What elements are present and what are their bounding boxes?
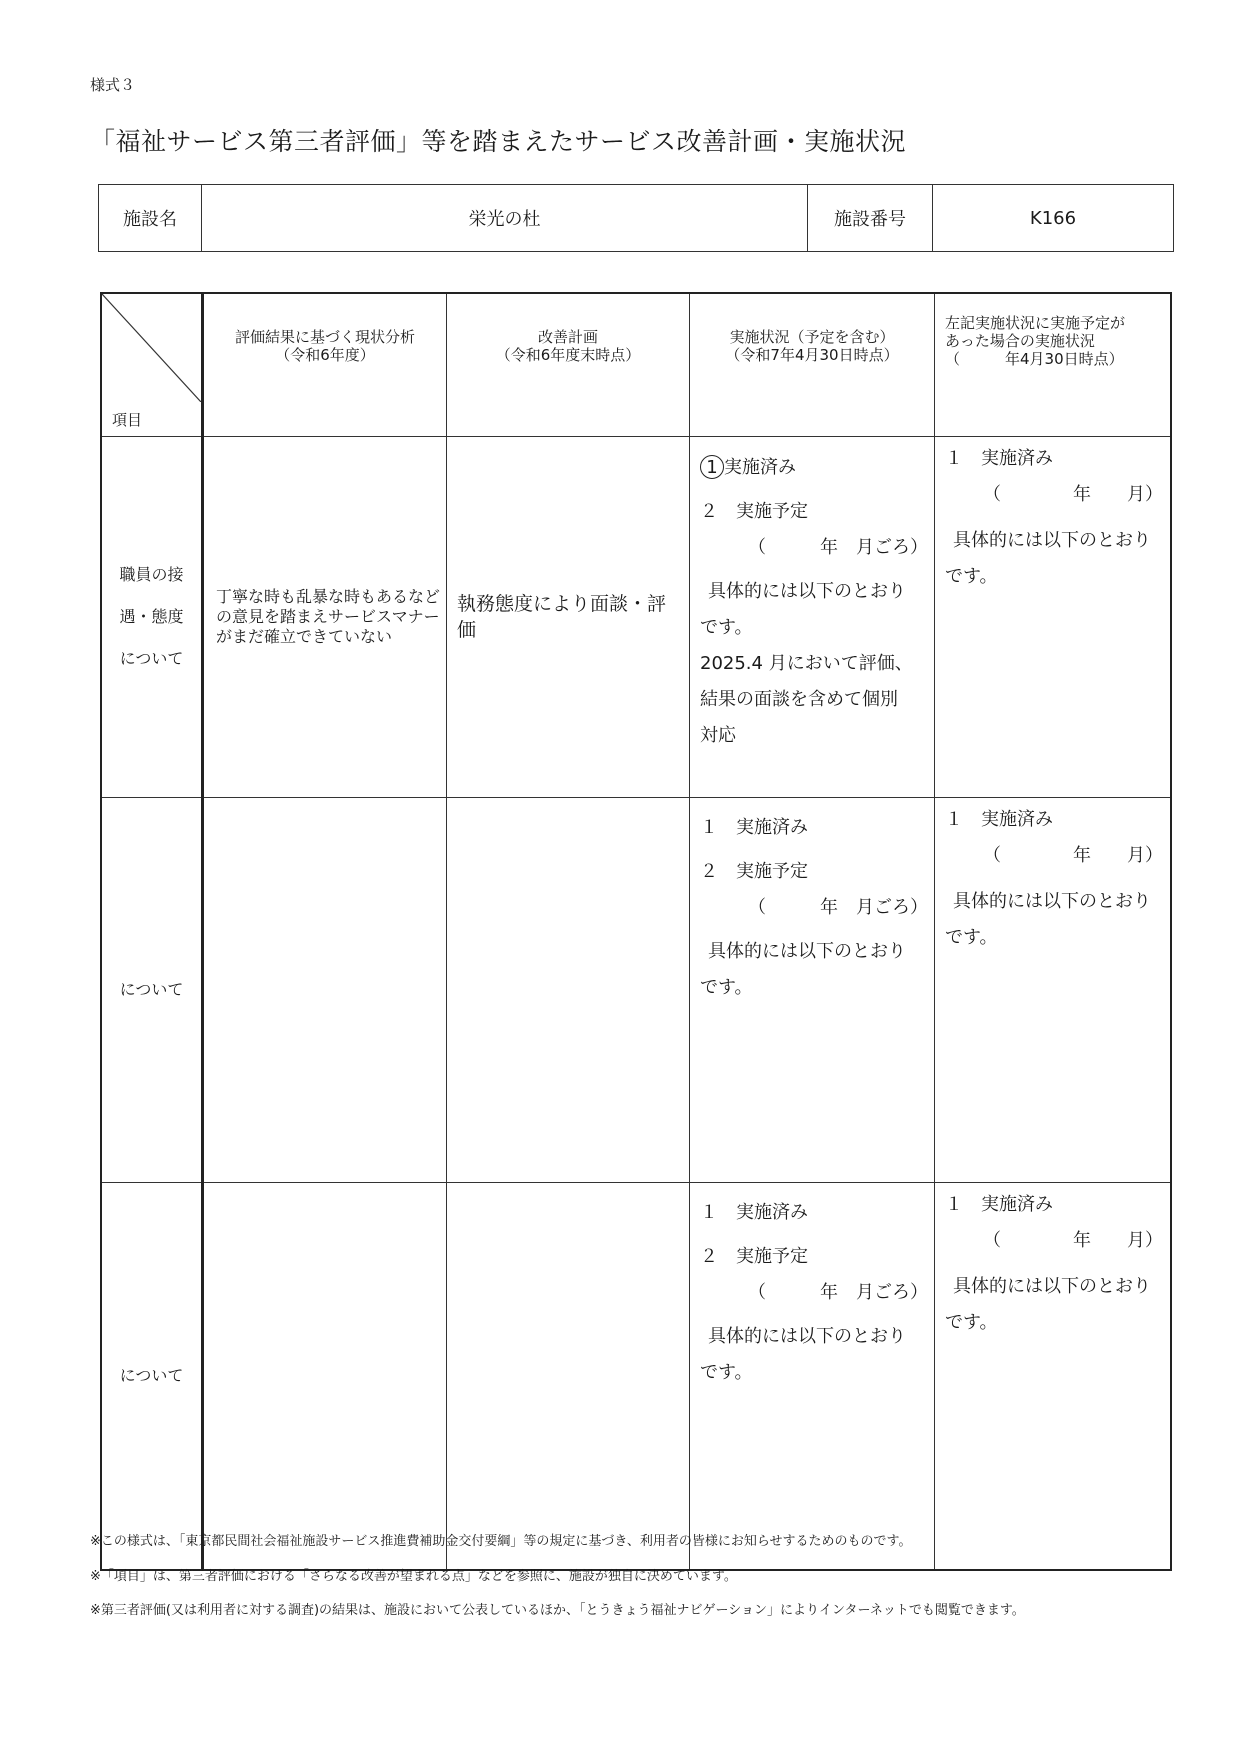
item-header-label: 項目	[112, 411, 143, 429]
actual-specific-text-end: です。	[945, 1312, 998, 1333]
status-cell	[690, 437, 935, 798]
actual-header-line: 左記実施状況に実施予定が	[945, 314, 1126, 332]
facility-name-label: 施設名	[99, 185, 202, 252]
item-cell	[101, 798, 203, 1183]
table-row	[101, 437, 1171, 798]
analysis-cell: 丁寧な時も乱暴な時もあるなどの意見を踏まえサービスマナーがまだ確立できていない	[203, 437, 447, 798]
facility-info-table	[98, 184, 1174, 252]
item-cell	[101, 1183, 203, 1571]
specific-text: 具体的には以下のとおり	[708, 941, 906, 962]
done-option: １ 実施済み	[700, 817, 808, 838]
done-label: 実施済み	[724, 457, 796, 478]
specific-text-end: です。	[700, 977, 753, 998]
footnote: ※第三者評価(又は利用者に対する調査)の結果は、施設において公表しているほか、「とうきょう福祉ナビゲーション」によりインターネットでも閲覧できます。	[90, 1603, 1025, 1618]
table-header-row	[101, 293, 1171, 437]
facility-number-label: 施設番号	[808, 185, 933, 252]
footnote: ※「項目」は、第三者評価における「さらなる改善が望まれる点」などを参照に、施設が独自に決めています。	[90, 1569, 737, 1584]
status-header-line: 実施状況（予定を含む）	[729, 328, 895, 346]
item-text: 遇・態度	[119, 607, 184, 626]
actual-specific-text: 具体的には以下のとおり	[953, 530, 1151, 551]
planned-option: ２ 実施予定	[700, 861, 808, 882]
actual-header	[935, 293, 1172, 437]
actual-cell	[935, 798, 1172, 1183]
improvement-plan-table	[100, 292, 1172, 1571]
facility-name-value: 栄光の杜	[202, 185, 808, 252]
specific-text-end: です。	[700, 1362, 753, 1383]
corner-header-cell	[101, 293, 203, 437]
actual-header-line: （ 年4月30日時点）	[945, 350, 1124, 368]
actual-specific-text-end: です。	[945, 566, 998, 587]
circled-number: 1	[700, 455, 724, 479]
actual-cell	[935, 1183, 1172, 1571]
status-cell	[690, 798, 935, 1183]
form-number: 様式３	[90, 76, 136, 94]
done-option: １ 実施済み	[700, 1202, 808, 1223]
actual-specific-text: 具体的には以下のとおり	[953, 891, 1151, 912]
actual-date: （ 年 月）	[983, 1230, 1163, 1251]
actual-date: （ 年 月）	[983, 845, 1163, 866]
plan-cell	[447, 798, 690, 1183]
analysis-header	[203, 293, 447, 437]
specific-text-end: です。	[700, 617, 753, 638]
analysis-cell	[203, 798, 447, 1183]
diagonal-line	[102, 294, 201, 402]
actual-done-option: １ 実施済み	[945, 448, 1053, 469]
item-text: 職員の接	[119, 565, 184, 584]
actual-specific-text-end: です。	[945, 927, 998, 948]
document-title: 「福祉サービス第三者評価」等を踏まえたサービス改善計画・実施状況	[90, 127, 907, 156]
planned-option: ２ 実施予定	[700, 1246, 808, 1267]
status-header	[690, 293, 935, 437]
table-row	[101, 798, 1171, 1183]
done-option	[700, 455, 928, 480]
planned-date: （ 年 月ごろ）	[748, 1282, 928, 1303]
actual-date: （ 年 月）	[983, 484, 1163, 505]
item-text: について	[119, 1366, 184, 1385]
plan-header	[447, 293, 690, 437]
analysis-header-line: （令和6年度）	[275, 346, 375, 364]
item-text: について	[119, 980, 184, 999]
plan-header-line: 改善計画	[537, 328, 598, 346]
actual-cell	[935, 437, 1172, 798]
plan-header-line: （令和6年度末時点）	[495, 346, 641, 364]
planned-option: ２ 実施予定	[700, 501, 808, 522]
status-note-line: 対応	[700, 725, 736, 746]
item-text: について	[119, 649, 184, 668]
analysis-header-line: 評価結果に基づく現状分析	[234, 328, 415, 346]
actual-done-option: １ 実施済み	[945, 809, 1053, 830]
status-cell	[690, 1183, 935, 1571]
specific-text: 具体的には以下のとおり	[708, 1326, 906, 1347]
planned-date: （ 年 月ごろ）	[748, 537, 928, 558]
facility-number-value: K166	[933, 185, 1174, 252]
specific-text: 具体的には以下のとおり	[708, 581, 906, 602]
table-row	[101, 1183, 1171, 1571]
analysis-cell	[203, 1183, 447, 1571]
status-note-line: 2025.4 月において評価、	[700, 653, 913, 674]
planned-date: （ 年 月ごろ）	[748, 897, 928, 918]
footnote: ※この様式は、「東京都民間社会福祉施設サービス推進費補助金交付要綱」等の規定に基づき、利用者の皆様にお知らせするためのものです。	[90, 1534, 912, 1549]
actual-header-line: あった場合の実施状況	[945, 332, 1095, 350]
status-note-line: 結果の面談を含めて個別	[700, 689, 898, 710]
actual-done-option: １ 実施済み	[945, 1194, 1053, 1215]
plan-cell	[447, 1183, 690, 1571]
item-cell	[101, 437, 203, 798]
actual-specific-text: 具体的には以下のとおり	[953, 1276, 1151, 1297]
plan-cell: 執務態度により面談・評価	[447, 437, 690, 798]
status-header-line: （令和7年4月30日時点）	[725, 346, 899, 364]
